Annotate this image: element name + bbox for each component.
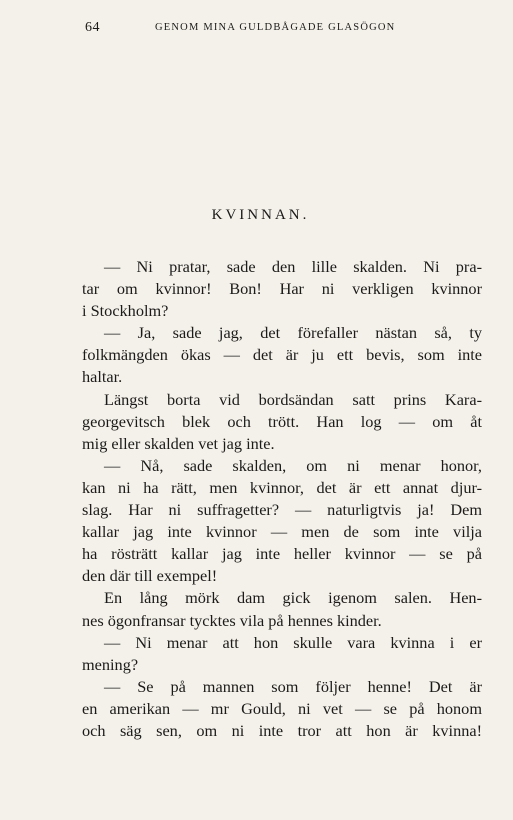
text-line: Längst borta vid bordsändan satt prins Kara- <box>104 389 482 409</box>
text-line: — Nå, sade skalden, om ni menar honor, <box>104 455 482 475</box>
text-line: en amerikan — mr Gould, ni vet — se på honom <box>82 698 482 718</box>
text-line: — Ja, sade jag, det förefaller nästan så, ty <box>104 323 482 343</box>
text-line: folkmängden ökas — det är ju ett bevis, som inte <box>82 345 482 365</box>
page-header <box>85 20 480 40</box>
text-line: — Ni menar att hon skulle vara kvinna i er <box>104 632 482 652</box>
text-line: nes ögonfransar tycktes vila på hennes kinder. <box>82 610 382 630</box>
text-line: kan ni ha rätt, men kvinnor, det är ett annat djur- <box>82 477 482 497</box>
text-line: ha rösträtt kallar jag inte heller kvinnor — se på <box>82 544 482 564</box>
body-text <box>82 256 482 742</box>
text-line: kallar jag inte kvinnor — men de som inte vilja <box>82 522 482 542</box>
text-line: haltar. <box>82 367 123 387</box>
page-number: 64 <box>85 20 100 35</box>
text-line: tar om kvinnor! Bon! Har ni verkligen kvinnor <box>82 279 482 299</box>
text-line: mening? <box>82 654 139 674</box>
text-line: i Stockholm? <box>82 301 169 321</box>
text-line: georgevitsch blek och trött. Han log — om åt <box>82 411 482 431</box>
text-line: den där till exempel! <box>82 566 218 586</box>
text-line: En lång mörk dam gick igenom salen. Hen- <box>104 588 482 608</box>
text-line: — Ni pratar, sade den lille skalden. Ni pra- <box>104 257 482 276</box>
chapter-title: KVINNAN. <box>211 207 310 223</box>
text-line: mig eller skalden vet jag inte. <box>82 433 275 453</box>
text-line: slag. Har ni suffragetter? — naturligtvis ja! Dem <box>82 500 482 520</box>
text-line: och säg sen, om ni inte tror att hon är kvinna! <box>82 720 482 740</box>
text-line: — Se på mannen som följer henne! Det är <box>104 676 482 696</box>
running-head: GENOM MINA GULDBÅGADE GLASÖGON <box>155 22 396 33</box>
